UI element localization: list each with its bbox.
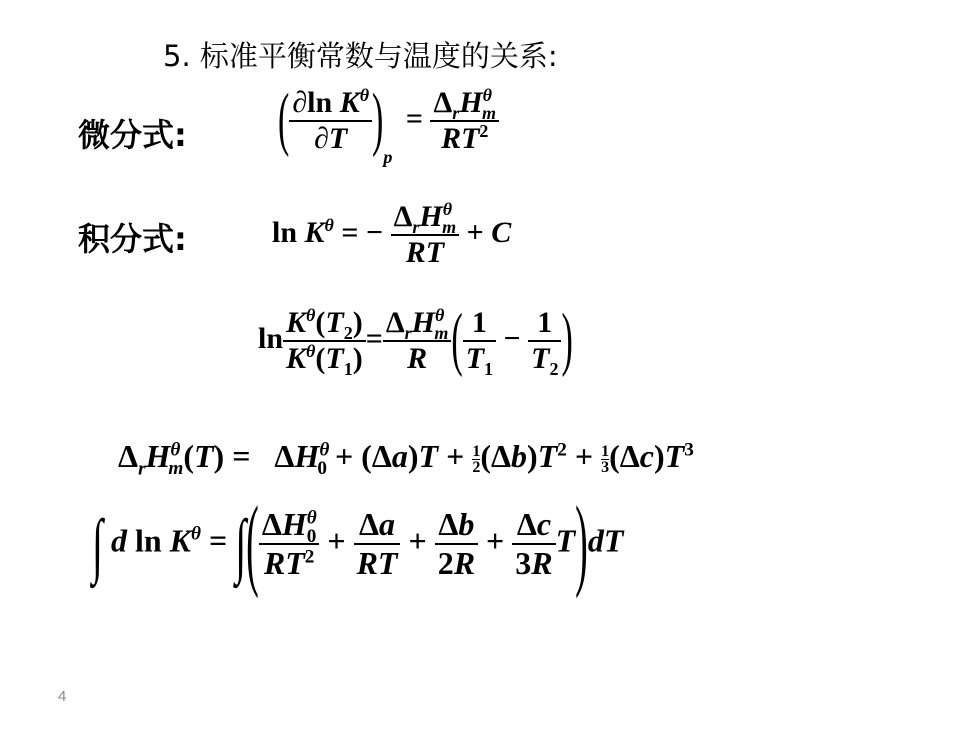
equation-integral-definite: ln $\frac{K^\theta(T_2)}{K^\theta(T_1)}$ = $\frac{\Delta_rH^\theta_m}{R}$ ( $\frac{1}{T_1}$ − $\frac{1}{T_2}$ )	[258, 301, 573, 379]
equation-integrated: ∫ d $\ln K^\theta$ = ∫( $\frac{\Delta H^\theta_0}{RT^2}$ + $\frac{\Delta a}{RT}$ + $\frac{\Delta b}{2R}$ + $\frac{\Delta c}{3R}$ T)dT	[92, 487, 624, 601]
page-number: 4	[58, 688, 67, 705]
equation-integral-indefinite: $\ln K^\theta$ = − $\frac{\Delta_rH^\theta_m}{RT}$ + C	[272, 199, 512, 269]
equation-kirchhoff: $\Delta_rH^\theta_m(T) = \Delta H^\theta_0 + (\Delta a)T$ + $\frac{1}{2}$ $(\Delta b)T^2$ + $\frac{1}{3}$ $(\Delta c)T^3$	[118, 438, 694, 480]
integral-form-label: 积分式:	[78, 220, 187, 258]
differential-form-label: 微分式:	[78, 116, 187, 154]
equation-differential: ( $\frac{\partial\ln K^\theta}{\partial T}$ )$_p$ = $\frac{\Delta_rH^\theta_m}{RT^2}$	[278, 86, 499, 156]
page-title: 5. 标准平衡常数与温度的关系:	[163, 39, 558, 73]
